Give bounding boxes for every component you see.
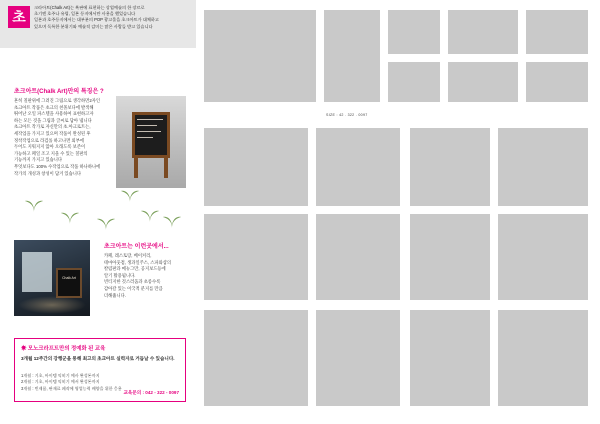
feature-line: 정착작업으로 라검롤 하고나면 외부에 xyxy=(14,137,84,143)
plant-icon xyxy=(140,206,150,214)
usage-line: 테마아웃점, 생과일주스, 스파와샵의 xyxy=(104,259,172,265)
gallery-tile[interactable] xyxy=(498,310,588,406)
hero-line: 초기엔 호주나 유럽, 일본 등지에서만 사용을 했었습니다 xyxy=(34,11,136,17)
feature-line: 두어도 지워지지 않아 오래도록 보존이 xyxy=(14,144,86,150)
feature-section-body xyxy=(14,98,110,177)
gallery-tile[interactable] xyxy=(526,10,588,54)
sign-line: Chalk Art xyxy=(62,276,76,280)
gallery-tile[interactable] xyxy=(410,310,490,406)
contact-number: 042 - 322 - 0097 xyxy=(145,390,179,395)
hero-line: 일본과 호주등지에서는 대부분의 POP 광고물을 초크아트가 대체하고 xyxy=(34,17,159,23)
education-subline: 3개월 12주간의 강행군을 통해 최고의 초크아트 실력자로 거듭날 수 있습니다. xyxy=(21,356,175,361)
education-contact xyxy=(123,390,179,396)
size-note: SIZE : 42 . 322 . 0097 xyxy=(326,113,368,117)
brand-logo: 초 xyxy=(8,6,30,28)
menu-board-icon xyxy=(56,268,82,298)
contact-label: 교육문의 : xyxy=(123,390,144,395)
gallery-tile[interactable] xyxy=(204,214,308,300)
gallery-tile[interactable] xyxy=(204,310,308,406)
stand-leg xyxy=(164,158,168,178)
usage-line: 감아갈 있는 이국적 분지를 만큼 xyxy=(104,285,163,291)
course-item: 2개월 : 기초, 아이템 익히기 예서 완성톤까지 xyxy=(21,379,100,385)
hero-line: 크라아트(Chalk Art)는 흑판에 표현하는 상업예술의 한 장르로 xyxy=(34,5,145,10)
feature-line: 뛰어난 오일 파스텔을 사용하여 표현하고자 xyxy=(14,111,94,117)
plant-icon xyxy=(96,214,106,222)
gallery-tile[interactable] xyxy=(410,214,490,300)
gallery-tile[interactable] xyxy=(498,214,588,300)
gallery-tile[interactable] xyxy=(388,10,440,54)
plant-icon xyxy=(24,196,34,204)
plant-icon xyxy=(60,208,70,216)
chalk-line xyxy=(137,125,157,126)
course-item: 3개월 : 빈제품, 판재료 페작에 영업능력 배양을 위한 응용 xyxy=(21,385,122,391)
feature-line: 흔히 칠판위에 그려진 그림으로 생각하면2자인 xyxy=(14,98,101,103)
gallery-tile[interactable] xyxy=(316,310,400,406)
shop-front-photo xyxy=(14,240,90,316)
gallery-tile[interactable] xyxy=(498,128,588,206)
usage-line: 카페, 레스토랑, 베이커리, xyxy=(104,253,152,258)
gallery-tile[interactable] xyxy=(204,10,316,102)
course-item: 1개월 : 기초, 아이템 익히기 예사 완성톤까지 xyxy=(21,373,100,378)
education-headline: ☀ 모노크라프트만의 정예화 된 교육 xyxy=(21,346,106,352)
gallery-tile[interactable] xyxy=(324,10,380,102)
gallery-tile[interactable] xyxy=(316,214,400,300)
gallery-tile[interactable] xyxy=(526,62,588,102)
window-shape xyxy=(22,252,52,292)
gallery-tile[interactable] xyxy=(388,62,440,102)
gallery-tile[interactable] xyxy=(316,128,400,206)
gallery-tile[interactable] xyxy=(204,128,308,206)
feature-line: 가능하고 페일 조고 지울 수 있는 칠판의 xyxy=(14,150,88,156)
chalkboard-stand-photo xyxy=(116,96,186,188)
stand-leg xyxy=(134,158,138,178)
hero-line: 있으며 독특한 분위기와 예술적 감미는 많은 사람들 받고 있습니다 xyxy=(34,23,153,29)
plant-icon xyxy=(162,212,172,220)
chalk-line xyxy=(137,119,163,120)
hero-banner xyxy=(0,0,196,48)
usage-line: 알기 활용됩니다. xyxy=(104,272,136,278)
gallery-tile[interactable] xyxy=(448,62,518,102)
usage-section-title: 초크아트는 이런곳에서... xyxy=(104,244,169,250)
usage-section-body xyxy=(104,253,186,299)
chalk-line xyxy=(137,131,161,132)
education-box xyxy=(14,338,186,402)
hero-intro-text xyxy=(34,5,190,30)
left-editorial-column xyxy=(0,0,196,424)
usage-line: 더해줍니다. xyxy=(104,292,126,298)
feature-line: 작가의 개성과 창성이 담겨 있습니다 xyxy=(14,170,82,176)
chalk-line xyxy=(137,137,153,138)
feature-line: 기능까지 가지고 있습니다 xyxy=(14,157,63,163)
usage-line: 칼럼판과 메뉴그만, 공지보드등에 xyxy=(104,266,166,272)
gallery-tile[interactable] xyxy=(410,128,490,206)
usage-line: 빈티지한 것스러움과 초롱수록 xyxy=(104,279,161,285)
plant-icon xyxy=(120,186,130,194)
feature-line: 초크아트 작품은 초크의 천몰보다에 발색해 xyxy=(14,104,94,110)
gallery-tile[interactable] xyxy=(448,10,518,54)
feature-line: 초크아트 작가로 자신만의 초.아크로트는, xyxy=(14,124,91,130)
feature-line: 하는 모든 것을 그림과 글씨로 담아 냅니다 xyxy=(14,117,92,123)
feature-section-title: 초크아트(Chalk Art)만의 특징은 ? xyxy=(14,89,104,95)
light-glow xyxy=(18,296,86,314)
feature-line: 세작업을 가지고 있으며 작품이 완성된 후 xyxy=(14,130,91,136)
feature-line: 무엇보다도 100% 수작업으로 작품 하나하나에 xyxy=(14,163,101,169)
